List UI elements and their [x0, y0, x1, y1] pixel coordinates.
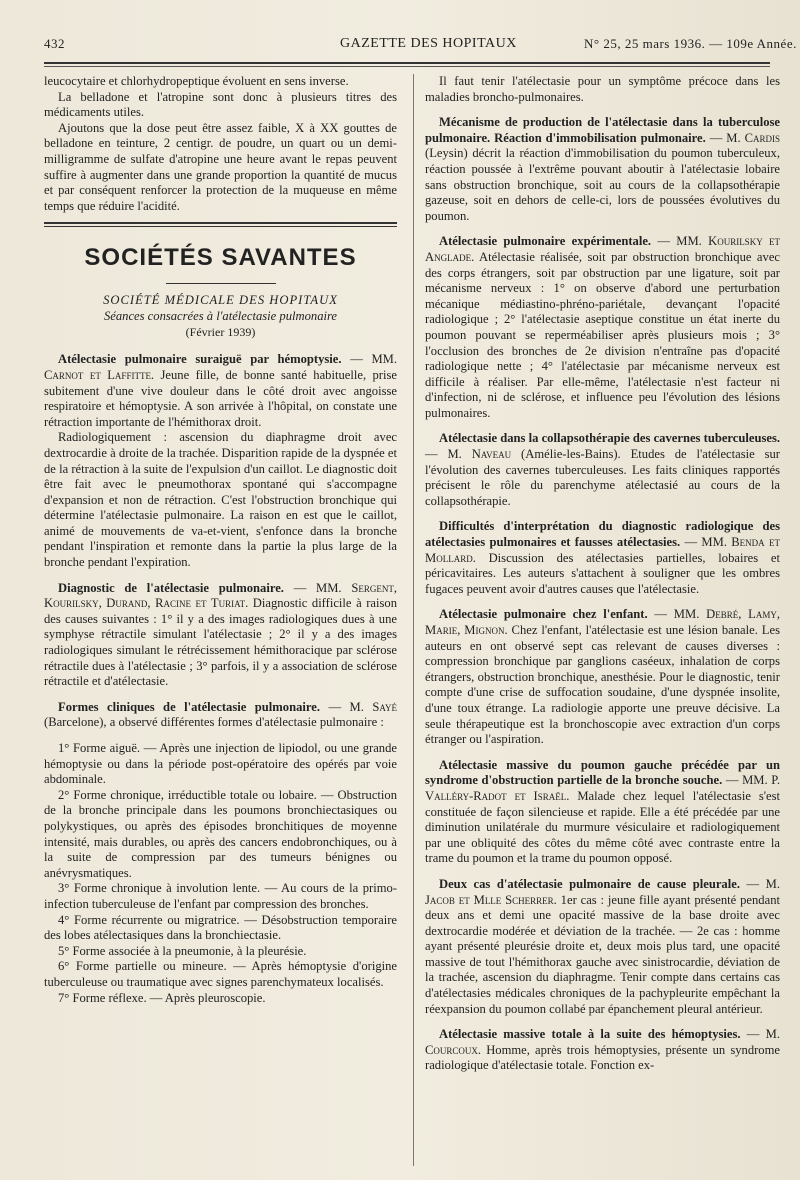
article-paragraph: Difficultés d'interprétation du diagnostic radiologique des atélectasies pulmonaires et fausses atélectasies. — MM. Benda et Mollard. Discussion des atélectasies partielles, lobaires et péricavitaires. Les auteurs s'attachent à souligner que les ombres fugaces peuvent avoir d'autres causes que l'atélectasie. [425, 519, 780, 596]
article-authors: Carnot et Laffitte. [44, 367, 155, 382]
intro-paragraph: La belladone et l'atropine sont donc à plusieurs titres des médicaments utiles. [44, 89, 397, 120]
article-paragraph: Diagnostic de l'atélectasie pulmonaire. — MM. Sergent, Kourilsky, Durand, Racine et Turiat. Diagnostic difficile à raison des causes suivantes : 1° il y a des images radiologiques dues à une symphyse rétractile simulant l'atélectasie ; 2° il y a des images radiologiques simulant le rétrécissement hémithoracique par sclérose rétractile dues à l'atélectasie ; 3° parfois, il y a association de sclérose rétractile et d'atélectasie. [44, 580, 397, 689]
form-item: 6° Forme partielle ou mineure. — Après hémoptysie d'origine tuberculeuse ou traumatique avec signes parenchymateux localisés. [44, 959, 397, 989]
society-name: SOCIÉTÉ MÉDICALE DES HOPITAUX [103, 293, 338, 308]
article-paragraph: Il faut tenir l'atélectasie pour un symptôme précoce dans les maladies broncho-pulmonaires. [425, 74, 780, 104]
article-title: Deux cas d'atélectasie pulmonaire de cause pleurale. [439, 876, 740, 891]
article-authors: Courcoux. [425, 1042, 482, 1057]
column-divider [413, 74, 414, 1166]
article-title: Formes cliniques de l'atélectasie pulmonaire. [58, 699, 320, 714]
article-paragraph: Atélectasie pulmonaire expérimentale. — MM. Kourilsky et Anglade. Atélectasie réalisée, soit par obstruction bronchique avec des corps étrangers, soit par obstruction par une ligature, soit par mécanisme nerveux : 1° on observe d'abord une perturbation mécanique médiastino-phréno-pariétale, devançant l'opacité radiologique ; 2° l'atélectasie aseptique constitue un état inerte du poumon pouvant se reperméabiliser après plusieurs mois ; 3° l'occlusion des bronches de 2e division n'entraîne pas d'opacité radiologique nette ; 4° l'atélectasie par mécanisme nerveux est difficile à réaliser. Par elle-même, l'atélectasie n'est facteur ni d'infection, ni de sclérose, et influence peu l'évolution des lésions pulmonaires. [425, 234, 780, 420]
article-paragraph: Formes cliniques de l'atélectasie pulmonaire. — M. Sayé (Barcelone), a observé différentes formes d'atélectasie pulmonaire : [44, 699, 397, 730]
article-authors: Kourilsky et Anglade. [425, 234, 780, 264]
article-paragraph: Radiologiquement : ascension du diaphragme droit avec dextrocardie à droite de la trachée. Disparition rapide de la dyspnée et de la rétraction à la suite de l'expulsion d'un caillot. Le diagnostic doit être fait avec le pneumothorax spontané qui s'accompagne d'expansion et non de rétraction. C'est l'obstruction bronchique qui détermine l'atélectasie pulmonaire. La raison en est que le caillot, animé de mouvements de va-et-vient, s'enfonce dans la bronche pendant l'inspiration et remonte dans la partie la plus large de la bronche pendant l'expiration. [44, 430, 397, 570]
session-date: (Février 1939) [185, 325, 256, 340]
article-title: Atélectasie dans la collapsothérapie des cavernes tuberculeuses. [439, 431, 780, 446]
section-rule [44, 222, 397, 224]
section-rule-thin [44, 226, 397, 227]
article-title: Atélectasie pulmonaire chez l'enfant. [439, 607, 648, 622]
article-authors: Naveau [471, 447, 512, 462]
article-title: Difficultés d'interprétation du diagnostic radiologique des atélectasies pulmonaires et fausses atélectasies. [425, 519, 780, 550]
header-rule [44, 62, 770, 64]
form-item: 1° Forme aiguë. — Après une injection de lipiodol, ou une grande hémoptysie ou dans la période post-opératoire des opérés par voie abdominale. [44, 741, 397, 787]
article-authors: Jacob et Mlle Scherrer. [425, 892, 557, 907]
intro-paragraph: Ajoutons que la dose peut être assez faible, X à XX gouttes de belladone en teinture, 2 centigr. de poudre, un quart ou un demi-milligramme de sulfate d'atropine une heure avant le repas peuvent suffire à augmenter dans une grande proportion la quantité de mucus et par conséquent renforcer la protection de la muqueuse en même temps que réduire l'acidité. [44, 120, 397, 213]
page-number: 432 [44, 36, 65, 51]
form-item: 7° Forme réflexe. — Après pleuroscopie. [58, 990, 266, 1005]
article-paragraph: Atélectasie pulmonaire chez l'enfant. — MM. Debré, Lamy, Marie, Mignon. Chez l'enfant, l'atélectasie est une lésion banale. Les auteurs en ont observé sept cas relevant de causes diverses : compression bronchique par ganglions caséeux, inhalation de corps étrangers, obstruction bronchique, anesthésie. Pour le diagnostic, tenir compte d'une crise de suffocation soudaine, d'une dyspnée insolite, d'une toux étrange. La radiologie apporte une preuve décisive. La seule thérapeutique est la bronchoscopie avec extraction d'un corps étranger ou l'aspiration. [425, 607, 780, 747]
journal-title: GAZETTE DES HOPITAUX [340, 36, 517, 51]
article-paragraph: Atélectasie pulmonaire suraiguë par hémoptysie. — MM. Carnot et Laffitte. Jeune fille, de bonne santé habituelle, prise subitement d'une vive douleur dans le côté droit avec angoisse respiratoire et hémoptysie. A son arrivée à l'hôpital, on constate une rétraction importante de l'hémithorax droit. [44, 352, 397, 429]
form-item: 2° Forme chronique, irréductible totale ou lobaire. — Obstruction de la bronche principale dans les poumons bronchiectasiques ou polykystiques, ou après des épisodes bronchitiques de moyenne intensité, mais durables, ou après des cancers endobronchiques, ou à la suite de compression par des tumeurs bénignes ou anévrysmatiques. [44, 787, 397, 880]
right-column [425, 74, 780, 1074]
article-paragraph: Atélectasie massive totale à la suite des hémoptysies. — M. Courcoux. Homme, après trois hémoptysies, présente un syndrome radiologique d'atélectasie totale. Fonction ex- [425, 1027, 780, 1073]
article-paragraph: Atélectasie massive du poumon gauche précédée par un syndrome d'obstruction partielle de la bronche souche. — MM. P. Valléry-Radot et Israël. Malade chez lequel l'atélectasie s'est constituée de façon silencieuse et rapide. Elle a été précédée par une diminution unilatérale du murmure vésiculaire et radiologiquement par une obliquité des côtes du même côté avec contraste entre la trame du poumon et la trame du poumon opposé. [425, 757, 780, 866]
form-item: 5° Forme associée à la pneumonie, à la pleurésie. [58, 943, 307, 958]
article-authors: Sayé [372, 699, 397, 714]
article-authors: Debré, Lamy, Marie, Mignon. [425, 607, 780, 637]
article-paragraph: Deux cas d'atélectasie pulmonaire de cause pleurale. — M. Jacob et Mlle Scherrer. 1er cas : jeune fille ayant présenté pendant deux ans et demi une opacité massive de la base droite avec dextrocardie modérée et déviation de la trachée. — 2e cas : homme ayant présenté pleurésie droite et, deux mois plus tard, une opacité massive de tout l'hémithorax gauche avec sinistrocardie, déviation de la trachée, ascension du diaphragme. Tenir compte dans certains cas d'atélectasies médicales chroniques de la pachypleurite empêchant la réexpansion du poumon collabé par épanchement pleural antérieur. [425, 876, 780, 1016]
intro-paragraph: leucocytaire et chlorhydropeptique évoluent en sens inverse. [44, 74, 349, 88]
article-title: Diagnostic de l'atélectasie pulmonaire. [58, 580, 284, 595]
title-underline [166, 283, 276, 284]
article-authors: Benda et Mollard. [425, 535, 780, 565]
left-column [44, 74, 397, 1006]
article-authors: Cardis [744, 130, 781, 145]
page-header [44, 34, 797, 56]
article-title: Atélectasie pulmonaire suraiguë par hémoptysie. [58, 352, 342, 367]
article-authors: Sergent, Kourilsky, Durand, Racine et Turiat. [44, 580, 397, 611]
article-authors: P. Valléry-Radot et Israël. [425, 773, 780, 803]
article-title: Atélectasie pulmonaire expérimentale. [439, 234, 652, 249]
article-title: Atélectasie massive du poumon gauche précédée par un syndrome d'obstruction partielle de la bronche souche. [425, 757, 780, 788]
article-paragraph: Mécanisme de production de l'atélectasie dans la tuberculose pulmonaire. Réaction d'immobilisation pulmonaire. — M. Cardis (Leysin) décrit la réaction d'immobilisation du poumon tuberculeux, réaction poussée à l'extrême pouvant aboutir à l'atélectasie lobaire sans obstruction bronchique, soit au cours de la collapsothérapie gazeuse, soit en dehors de celle-ci, lors de poussées évolutives du poumon. [425, 115, 781, 223]
article-paragraph: Atélectasie dans la collapsothérapie des cavernes tuberculeuses. — M. Naveau (Amélie-les-Bains). Etudes de l'atélectasie sur l'évolution des cavernes tuberculeuses. Les faits cliniques rapportés précisent le rôle du parenchyme atélectasié au cours de la collapsothérapie. [425, 431, 780, 508]
sessions-subtitle: Séances consacrées à l'atélectasie pulmonaire [103, 309, 338, 324]
section-title: SOCIÉTÉS SAVANTES [84, 244, 357, 272]
form-item: 4° Forme récurrente ou migratrice. — Désobstruction temporaire des lobes atélectasiques dans la bronchiectasie. [44, 912, 397, 943]
article-title: Mécanisme de production de l'atélectasie dans la tuberculose pulmonaire. Réaction d'immobilisation pulmonaire. [425, 115, 780, 145]
header-rule-thin [44, 66, 770, 67]
issue-info: N° 25, 25 mars 1936. — 109e Année. [584, 36, 797, 51]
form-item: 3° Forme chronique à involution lente. — Au cours de la primo-infection tuberculeuse de l'enfant par compression des bronches. [44, 881, 397, 911]
article-title: Atélectasie massive totale à la suite des hémoptysies. [439, 1027, 741, 1042]
